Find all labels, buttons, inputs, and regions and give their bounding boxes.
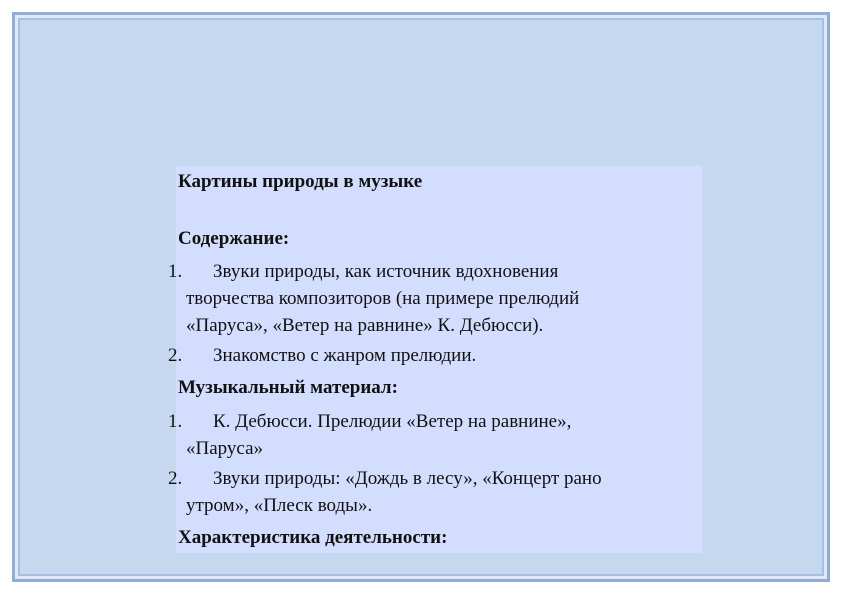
list-item-number: 2. bbox=[168, 345, 183, 366]
music-heading: Музыкальный материал: bbox=[178, 377, 398, 398]
content-heading: Содержание: bbox=[178, 228, 290, 249]
list-item-number: 1. bbox=[168, 261, 183, 282]
list-item-line: творчества композиторов (на примере прелюдий bbox=[186, 288, 580, 309]
list-item-line: «Паруса», «Ветер на равнине» К. Дебюсси). bbox=[186, 315, 544, 336]
list-item-number: 1. bbox=[168, 411, 183, 432]
list-item-line: «Паруса» bbox=[186, 438, 264, 459]
list-item-line: К. Дебюсси. Прелюдии «Ветер на равнине», bbox=[213, 411, 572, 432]
list-item-line: Знакомство с жанром прелюдии. bbox=[213, 345, 477, 366]
list-item-line: Звуки природы: «Дождь в лесу», «Концерт рано bbox=[213, 468, 602, 489]
activity-heading: Характеристика деятельности: bbox=[178, 527, 448, 548]
list-item-line: утром», «Плеск воды». bbox=[186, 495, 373, 516]
list-item-number: 2. bbox=[168, 468, 183, 489]
list-item-line: Звуки природы, как источник вдохновения bbox=[213, 261, 559, 282]
document-title: Картины природы в музыке bbox=[178, 171, 423, 192]
